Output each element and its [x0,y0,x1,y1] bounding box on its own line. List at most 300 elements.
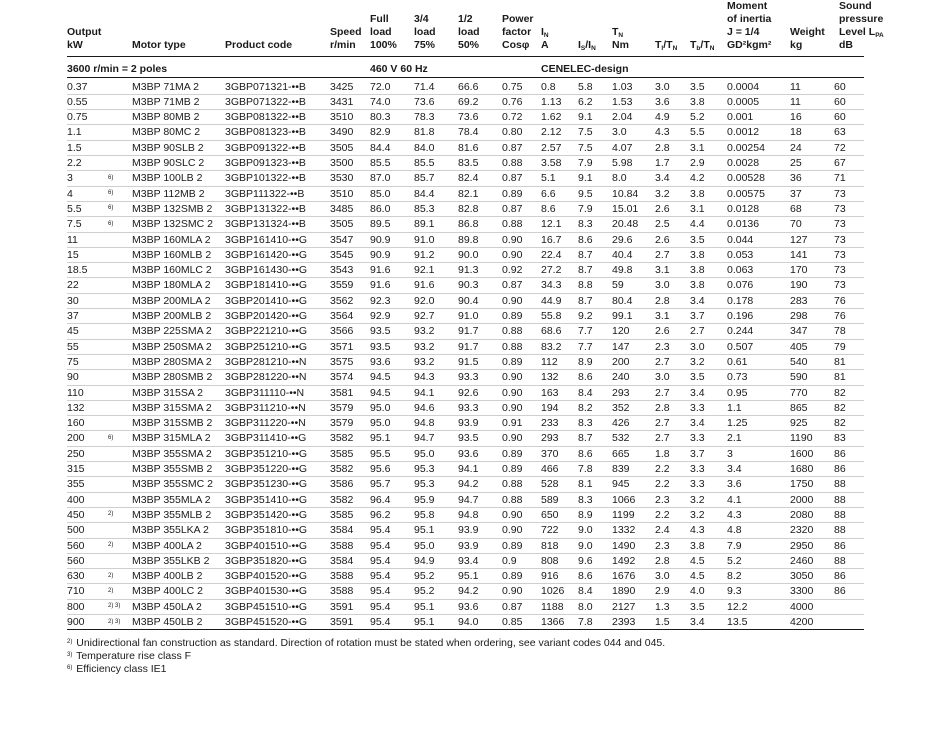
eff-full-load: 91.6 [370,264,391,277]
tb-tn-ratio: 3.3 [690,401,705,414]
eff-50-load: 82.4 [458,172,479,185]
product-code: 3GBP311110-••N [225,386,305,399]
eff-full-load: 95.0 [370,417,391,430]
is-in-ratio: 9.5 [578,187,593,200]
current-in: 2.12 [541,126,562,139]
tb-tn-ratio: 3.4 [690,417,705,430]
is-in-ratio: 8.7 [578,294,593,307]
speed: 3584 [330,554,354,567]
tl-tn-ratio: 2.3 [655,340,670,353]
header-is-in: $I_S/I_N$ [578,39,596,52]
current-in: 818 [541,539,559,552]
power-factor: 0.88 [502,157,523,169]
header-speed: Speed [330,26,362,38]
eff-full-load: 95.4 [370,600,391,613]
sound-level: 73 [834,202,846,215]
eff-50-load: 92.6 [458,386,479,399]
motor-type: M3BP 100LB 2 [132,172,203,185]
row-divider [67,538,864,539]
is-in-ratio: 9.2 [578,310,593,322]
speed: 3559 [330,279,354,292]
is-in-ratio: 8.7 [578,432,593,445]
weight: 770 [790,386,808,399]
current-in: 194 [541,401,559,414]
product-code: 3GBP351820-••G [225,554,308,567]
eff-50-load: 89.8 [458,233,479,246]
weight: 298 [790,310,808,322]
power-factor: 0.87 [502,279,523,292]
speed: 3591 [330,600,354,613]
power-factor: 0.90 [502,371,523,384]
row-divider [67,476,864,477]
eff-50-load: 93.9 [458,539,479,552]
eff-full-load: 95.4 [370,570,391,583]
footnote-mark: 6) [67,664,73,671]
motor-type: M3BP 90SLC 2 [132,157,205,169]
footnote-mark: 2) [67,638,73,645]
eff-50-load: 93.5 [458,432,479,445]
speed: 3530 [330,172,354,185]
product-code: 3GBP181410-••G [225,279,308,292]
speed: 3585 [330,447,354,460]
tb-tn-ratio: 4.3 [690,524,705,537]
sound-level: 73 [834,248,846,261]
moment-of-inertia: 3.4 [727,463,742,475]
eff-50-load: 93.4 [458,554,479,567]
eff-50-load: 90.3 [458,279,479,292]
is-in-ratio: 8.7 [578,248,593,261]
eff-full-load: 96.4 [370,493,391,506]
eff-50-load: 93.6 [458,447,479,460]
sound-level: 88 [834,554,846,567]
eff-75-load: 95.2 [414,585,435,598]
is-in-ratio: 7.7 [578,325,593,338]
sound-level: 67 [834,157,846,169]
sound-level: 82 [834,417,846,430]
header-moment: Moment [727,0,768,12]
sound-level: 86 [834,585,846,598]
power-factor: 0.85 [502,616,523,628]
row-divider [67,446,864,447]
product-code: 3GBP161410-••G [225,233,308,246]
footnote-ref: 2) [108,587,114,594]
header-gd2: GD²kgm² [727,39,772,51]
row-divider [67,599,864,600]
sound-level: 60 [834,95,846,108]
speed: 3579 [330,401,354,414]
output-kw: 450 [67,508,85,521]
motor-type: M3BP 250SMA 2 [132,340,212,353]
tb-tn-ratio: 3.5 [690,600,705,613]
output-kw: 110 [67,386,84,399]
row-divider [67,109,864,110]
torque-tn: 10.84 [612,187,639,200]
header-rule [67,56,864,57]
footnote [67,649,191,662]
speed: 3562 [330,294,354,307]
speed: 3547 [330,233,354,246]
speed: 3579 [330,417,354,430]
motor-type: M3BP 160MLA 2 [132,233,211,246]
current-in: 2.57 [541,141,562,154]
product-code: 3GBP081322-••B [225,111,306,124]
power-factor: 0.90 [502,386,523,399]
is-in-ratio: 8.4 [578,386,593,399]
eff-75-load: 91.6 [414,279,435,292]
speed: 3505 [330,218,354,231]
torque-tn: 1490 [612,539,636,552]
torque-tn: 8.0 [612,172,627,185]
motor-type: M3BP 200MLB 2 [132,310,212,322]
group-standard: CENELEC-design [541,63,629,75]
eff-75-load: 95.1 [414,600,435,613]
product-code: 3GBP091322-••B [225,141,306,154]
sound-level: 60 [834,111,846,124]
power-factor: 0.88 [502,218,523,231]
moment-of-inertia: 8.2 [727,570,742,583]
tl-tn-ratio: 2.7 [655,355,670,368]
header-current: $I_N$ [541,26,549,39]
header-full: Full [370,13,389,25]
torque-tn: 1066 [612,493,636,506]
power-factor: 0.80 [502,126,523,139]
power-factor: 0.90 [502,432,523,445]
weight: 16 [790,111,802,124]
output-kw: 0.37 [67,80,88,93]
tl-tn-ratio: 3.0 [655,80,670,93]
speed: 3584 [330,524,354,537]
motor-type: M3BP 80MC 2 [132,126,201,139]
output-kw: 400 [67,493,85,506]
weight: 36 [790,172,802,185]
tl-tn-ratio: 2.2 [655,478,670,491]
moment-of-inertia: 4.3 [727,508,742,521]
output-kw: 11 [67,233,78,246]
is-in-ratio: 8.6 [578,447,593,460]
header-full-pct: 100% [370,39,397,51]
output-kw: 18.5 [67,264,88,277]
power-factor: 0.92 [502,264,523,277]
output-kw: 55 [67,340,79,353]
eff-full-load: 93.5 [370,325,391,338]
power-factor: 0.88 [502,493,523,506]
weight: 347 [790,325,808,338]
eff-75-load: 85.3 [414,202,435,215]
eff-full-load: 92.3 [370,294,391,307]
motor-type: M3BP 200MLA 2 [132,294,211,307]
is-in-ratio: 8.9 [578,508,593,521]
moment-of-inertia: 0.00254 [727,141,765,154]
is-in-ratio: 9.1 [578,111,593,124]
eff-50-load: 95.1 [458,570,479,583]
eff-75-load: 95.0 [414,539,435,552]
footnote [67,636,665,649]
motor-type: M3BP 90SLB 2 [132,141,204,154]
torque-tn: 59 [612,279,624,292]
eff-75-load: 95.3 [414,478,435,491]
speed: 3582 [330,493,354,506]
eff-full-load: 95.4 [370,539,391,552]
weight: 2080 [790,508,814,521]
weight: 405 [790,340,808,353]
output-kw: 75 [67,355,79,368]
tb-tn-ratio: 3.8 [690,95,705,108]
motor-type: M3BP 80MB 2 [132,111,200,124]
tb-tn-ratio: 2.9 [690,157,705,169]
product-code: 3GBP201410-••G [225,294,308,307]
eff-50-load: 91.5 [458,355,479,368]
current-in: 68.6 [541,325,562,338]
output-kw: 355 [67,478,85,491]
speed: 3490 [330,126,354,139]
tl-tn-ratio: 3.1 [655,264,670,277]
tl-tn-ratio: 2.7 [655,386,670,399]
sound-level: 73 [834,279,846,292]
power-factor: 0.89 [502,463,523,475]
moment-of-inertia: 0.0012 [727,126,760,139]
is-in-ratio: 8.2 [578,401,593,414]
is-in-ratio: 8.3 [578,218,593,231]
torque-tn: 240 [612,371,630,384]
eff-75-load: 95.2 [414,570,435,583]
row-divider [67,507,864,508]
tb-tn-ratio: 3.3 [690,478,705,491]
current-in: 12.1 [541,218,562,231]
sound-level: 81 [834,371,846,384]
output-kw: 560 [67,539,85,552]
tb-tn-ratio: 3.2 [690,508,705,521]
weight: 3050 [790,570,814,583]
motor-type: M3BP 400LC 2 [132,585,204,598]
output-kw: 900 [67,616,85,628]
footnote [67,662,167,675]
moment-of-inertia: 0.0004 [727,80,760,93]
tl-tn-ratio: 2.3 [655,493,670,506]
speed: 3431 [330,95,354,108]
power-factor: 0.89 [502,447,523,460]
moment-of-inertia: 0.0028 [727,157,760,169]
tl-tn-ratio: 3.2 [655,187,670,200]
moment-of-inertia: 0.063 [727,264,754,277]
tl-tn-ratio: 2.8 [655,294,670,307]
tl-tn-ratio: 3.0 [655,279,670,292]
tl-tn-ratio: 1.8 [655,447,670,460]
tl-tn-ratio: 2.8 [655,141,670,154]
current-in: 916 [541,570,559,583]
eff-50-load: 93.9 [458,417,479,430]
eff-50-load: 94.8 [458,508,479,521]
eff-50-load: 73.6 [458,111,479,124]
current-in: 1026 [541,585,565,598]
output-kw: 2.2 [67,157,82,169]
output-kw: 500 [67,524,85,537]
tl-tn-ratio: 2.6 [655,325,670,338]
output-kw: 90 [67,371,79,384]
moment-of-inertia: 5.2 [727,554,742,567]
power-factor: 0.76 [502,95,523,108]
tb-tn-ratio: 3.4 [690,616,705,628]
is-in-ratio: 8.6 [578,371,593,384]
weight: 1600 [790,447,814,460]
weight: 11 [790,80,801,93]
footnote-ref: 6) [108,174,114,181]
current-in: 3.58 [541,157,562,169]
current-in: 370 [541,447,559,460]
current-in: 55.8 [541,310,562,322]
sound-level: 73 [834,233,846,246]
motor-type: M3BP 225SMA 2 [132,325,212,338]
eff-50-load: 81.6 [458,141,479,154]
motor-type: M3BP 355LKB 2 [132,554,210,567]
product-code: 3GBP201420-••G [225,310,308,322]
product-code: 3GBP351220-••G [225,463,308,475]
motor-type: M3BP 280SMA 2 [132,355,212,368]
header-sound: Sound [839,0,872,12]
moment-of-inertia: 4.1 [727,493,742,506]
power-factor: 0.90 [502,294,523,307]
eff-full-load: 95.6 [370,463,391,475]
power-factor: 0.90 [502,233,523,246]
output-kw: 37 [67,310,79,322]
tb-tn-ratio: 3.0 [690,340,705,353]
product-code: 3GBP281220-••N [225,371,307,384]
eff-full-load: 95.1 [370,432,391,445]
tb-tn-ratio: 3.1 [690,202,705,215]
power-factor: 0.90 [502,524,523,537]
speed: 3510 [330,187,354,200]
eff-75-load: 91.2 [414,248,435,261]
tl-tn-ratio: 2.8 [655,554,670,567]
product-code: 3GBP101322-••B [225,172,306,185]
is-in-ratio: 7.7 [578,340,593,353]
sound-level: 73 [834,218,846,231]
header-tb-tn: $T_b/T_N$ [690,39,715,52]
eff-full-load: 94.5 [370,386,391,399]
group-supply: 460 V 60 Hz [370,63,428,75]
moment-of-inertia: 0.0128 [727,202,760,215]
moment-of-inertia: 0.95 [727,386,748,399]
is-in-ratio: 7.5 [578,126,593,139]
eff-75-load: 94.8 [414,417,435,430]
speed: 3582 [330,463,354,475]
header-75: 3/4 [414,13,429,25]
torque-tn: 20.48 [612,218,639,231]
power-factor: 0.90 [502,401,523,414]
tb-tn-ratio: 5.2 [690,111,705,124]
speed: 3564 [330,310,354,322]
row-divider [67,232,864,233]
header-weight-unit: kg [790,39,803,51]
header-product-code: Product code [225,39,293,51]
product-code: 3GBP081323-••B [225,126,306,139]
eff-full-load: 93.6 [370,355,391,368]
is-in-ratio: 8.1 [578,478,593,491]
current-in: 466 [541,463,559,475]
sound-level: 72 [834,141,846,154]
torque-tn: 352 [612,401,630,414]
torque-tn: 200 [612,355,630,368]
eff-75-load: 93.2 [414,325,435,338]
header-j-formula: J = 1/4 [727,26,760,38]
power-factor: 0.89 [502,570,523,583]
eff-75-load: 73.6 [414,95,435,108]
eff-50-load: 91.0 [458,310,479,322]
torque-tn: 80.4 [612,294,633,307]
output-kw: 1.1 [67,126,82,139]
is-in-ratio: 8.4 [578,585,593,598]
eff-75-load: 95.3 [414,463,435,475]
motor-type: M3BP 280SMB 2 [132,371,213,384]
header-motor-type: Motor type [132,39,186,51]
product-code: 3GBP161430-••G [225,264,308,277]
eff-75-load: 95.8 [414,508,435,521]
is-in-ratio: 7.8 [578,616,593,628]
product-code: 3GBP351230-••G [225,478,308,491]
motor-type: M3BP 315MLA 2 [132,432,211,445]
eff-75-load: 93.2 [414,340,435,353]
power-factor: 0.87 [502,172,523,185]
eff-75-load: 95.9 [414,493,435,506]
weight: 2320 [790,524,814,537]
weight: 25 [790,157,802,169]
eff-75-load: 84.0 [414,141,435,154]
tb-tn-ratio: 3.5 [690,80,705,93]
power-factor: 0.87 [502,141,523,154]
motor-type: M3BP 160MLB 2 [132,248,212,261]
row-divider [67,568,864,569]
eff-50-load: 69.2 [458,95,479,108]
torque-tn: 4.07 [612,141,633,154]
weight: 3300 [790,585,814,598]
eff-75-load: 94.7 [414,432,435,445]
tl-tn-ratio: 2.6 [655,233,670,246]
output-kw: 315 [67,463,85,475]
eff-50-load: 94.0 [458,616,479,628]
speed: 3588 [330,570,354,583]
sound-level: 82 [834,386,846,399]
product-code: 3GBP451520-••G [225,616,308,628]
power-factor: 0.87 [502,202,523,215]
speed: 3588 [330,585,354,598]
power-factor: 0.88 [502,340,523,353]
header-cosphi: Cosφ [502,39,530,51]
power-factor: 0.9 [502,554,517,567]
power-factor: 0.87 [502,600,523,613]
eff-75-load: 84.4 [414,187,435,200]
speed: 3581 [330,386,354,399]
eff-full-load: 86.0 [370,202,391,215]
eff-full-load: 85.5 [370,157,391,169]
power-factor: 0.89 [502,539,523,552]
speed: 3425 [330,80,354,93]
moment-of-inertia: 0.73 [727,371,748,384]
is-in-ratio: 6.2 [578,95,593,108]
eff-50-load: 90.4 [458,294,479,307]
output-kw: 630 [67,570,85,583]
eff-75-load: 78.3 [414,111,435,124]
power-factor: 0.89 [502,310,523,322]
current-in: 44.9 [541,294,562,307]
eff-full-load: 95.4 [370,554,391,567]
moment-of-inertia: 0.507 [727,340,754,353]
moment-of-inertia: 7.9 [727,539,742,552]
output-kw: 0.75 [67,111,88,124]
tl-tn-ratio: 3.6 [655,95,670,108]
speed: 3566 [330,325,354,338]
is-in-ratio: 8.3 [578,417,593,430]
is-in-ratio: 5.8 [578,80,593,93]
motor-type: M3BP 112MB 2 [132,187,205,200]
